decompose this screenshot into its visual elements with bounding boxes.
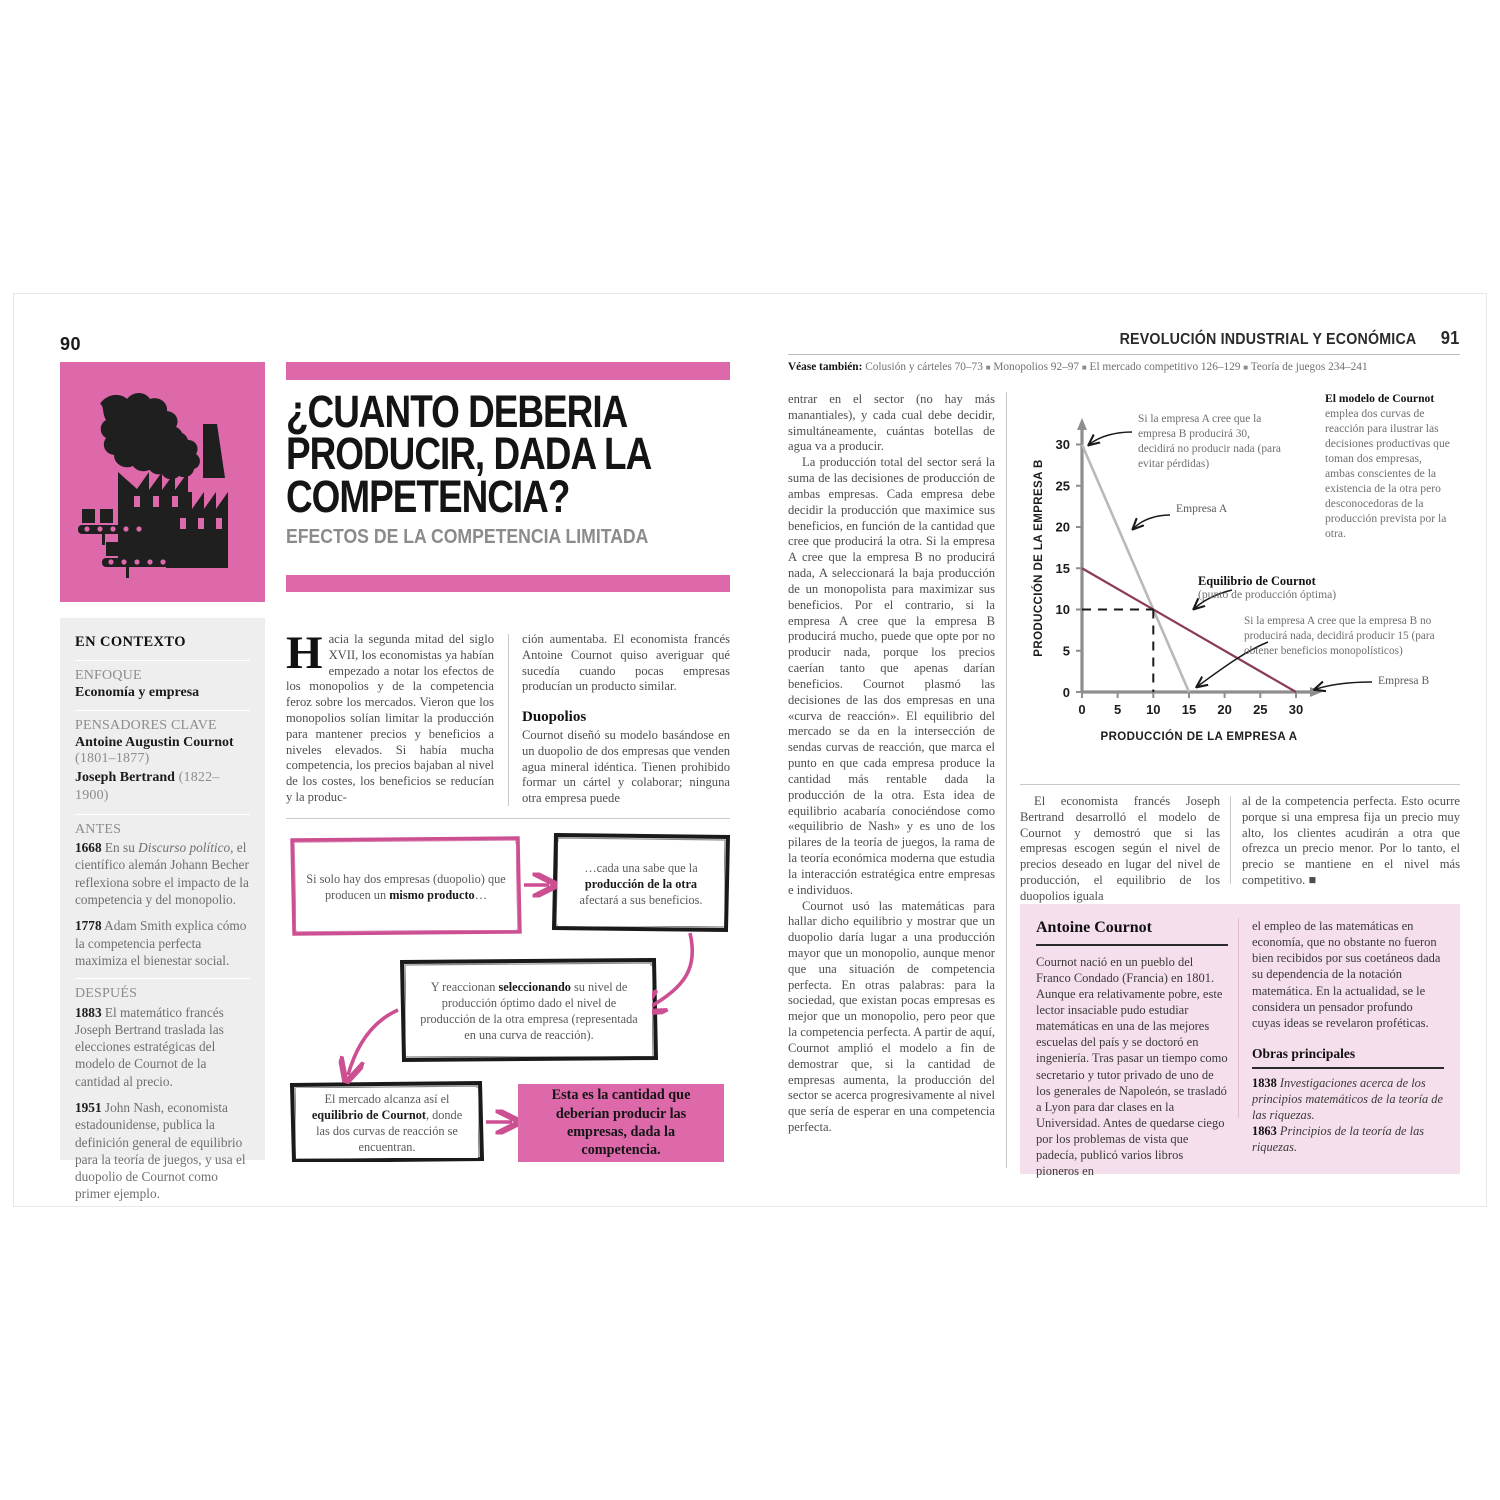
column-divider	[1230, 796, 1231, 884]
svg-text:10: 10	[1055, 602, 1070, 618]
bio-text-left: Cournot nació en un pueblo del Franco Condado (Francia) en 1801. Aunque era relativamente pobre, este lector insaciable pudo estudiar matemáticas en una de las mejores escuelas del país y se doctoró en ingeniería. Tras pasar un tiempo como secretario y tutor privado de uno de los generales de Napoleón, se trasladó a Lyon para dar clases en la Universidad. Antes de quedarse ciego por los problemas de vista que padecía, publicó varios libros pioneros en	[1036, 954, 1228, 1179]
see-also-item-2[interactable]: El mercado competitivo 126–129	[1089, 361, 1241, 373]
right-page	[774, 314, 1474, 1194]
chart-caption-rest: emplea dos curvas de reacción para ilustrar las decisiones productivas que toman dos empresas, ambas conscientes de la existencia de la otra pero desconocedoras de la producción prevista por la otra.	[1325, 406, 1450, 540]
annotation-a-bottom: Si la empresa A cree que la empresa B no producirá nada, decidirá producir 15 (para obtener beneficios monopolísticos)	[1244, 615, 1435, 657]
subhead-duopolios: Duopolios	[522, 709, 587, 726]
thinker-dates-2: (1822–1900)	[75, 769, 220, 804]
right-body-p1: entrar en el sector (no hay más manantiales), y cada cual debe decidir, simultáneamente, cuántas botellas de agua va a producir.	[788, 392, 995, 454]
column-divider	[1006, 392, 1007, 1168]
en-contexto-panel	[60, 618, 265, 1202]
flow-box-1-text-a: Si solo hay dos empresas (duopolio) que producen un	[306, 871, 506, 902]
svg-text:30: 30	[1288, 702, 1304, 717]
column-divider	[508, 634, 509, 806]
context-label-pensadores: PENSADORES CLAVE	[75, 718, 217, 734]
divider	[75, 660, 250, 661]
svg-text:0: 0	[1062, 685, 1070, 700]
bullet-square-icon: ■	[1081, 362, 1087, 372]
svg-text:PRODUCCIÓN DE LA EMPRESA B: PRODUCCIÓN DE LA EMPRESA B	[1033, 459, 1045, 657]
left-page	[46, 314, 746, 1202]
svg-text:20: 20	[1055, 519, 1070, 535]
article-title-block	[286, 362, 730, 592]
antes-italic-1: Discurso político	[138, 840, 231, 856]
lower-text-right: al de la competencia perfecta. Esto ocurre porque si una empresa fija un precio muy alto, los clientes acudirán a otra que ofrezca un precio menor. Por lo tanto, el precio se mantiene en el nivel más competitivo. ■	[1242, 794, 1460, 888]
pink-rule-bottom	[286, 575, 730, 592]
left-body-columns	[286, 627, 730, 807]
antes-text-2: Adam Smith explica cómo la competencia perfecta maximiza el bienestar social.	[75, 918, 247, 968]
see-also-line	[788, 361, 1460, 373]
running-head-text: REVOLUCIÓN INDUSTRIAL Y ECONÓMICA	[1120, 331, 1417, 348]
flow-box-2-text-a: …cada una sabe que la	[584, 860, 698, 875]
antes-text-1b: , el científico alemán Johann Becher reflexiona sobre el impacto de la competencia y del monopolio.	[75, 840, 249, 907]
work-entry-1	[1252, 1076, 1444, 1124]
antes-year-1: 1668	[75, 840, 102, 856]
despues-entry-1	[75, 1004, 250, 1090]
see-also-label: Véase también:	[788, 361, 863, 373]
folio-left: 90	[60, 334, 82, 354]
work-year-2: 1863	[1252, 1123, 1277, 1138]
lower-text-left: El economista francés Joseph Bertrand desarrolló el modelo de Cournot y demostró que si las empresas escogen según el nivel de precios deseado en lugar del nivel de producción, el equilibrio de los duopolios iguala	[1020, 794, 1220, 903]
flow-box-3-text-c: su nivel de producción óptimo dado el nivel de producción de la otra empresa (representada en una curva de reacción).	[420, 979, 638, 1043]
left-body-text-2b: Cournot diseñó su modelo basándose en un duopolio de dos empresas que venden agua mineral idéntica. Tienen prohibido formar un cártel y colaborar; ninguna otra empresa puede	[522, 728, 730, 806]
divider	[75, 710, 250, 711]
flow-box-3-emph: seleccionando	[498, 979, 571, 994]
flow-box-2-text-c: afectará a sus beneficios.	[579, 893, 703, 908]
despues-entry-2	[75, 1099, 250, 1203]
flow-box-2	[558, 842, 724, 926]
svg-text:5: 5	[1113, 702, 1122, 717]
pink-rule-top	[286, 362, 730, 380]
flow-box-4-emph: equilibrio de Cournot	[311, 1107, 426, 1122]
thinker-name-2: Joseph Bertrand	[75, 769, 175, 785]
work-title-2: Principios de la teoría de las riquezas.	[1252, 1123, 1425, 1154]
flow-box-1	[296, 844, 516, 930]
annotation-series-b: Empresa B	[1378, 674, 1430, 687]
thinker-name-1: Antoine Augustin Cournot	[75, 734, 234, 750]
despues-text-1: El matemático francés Joseph Bertrand traslada las elecciones estratégicas del modelo de Cournot de la cantidad al precio.	[75, 1004, 224, 1089]
page-subtitle: EFECTOS DE LA COMPETENCIA LIMITADA	[286, 524, 649, 548]
drop-cap: H	[286, 627, 323, 679]
flow-box-4-text-a: El mercado alcanza así el	[324, 1091, 450, 1106]
lower-rule	[1020, 784, 1460, 785]
left-body-col-2	[522, 632, 730, 807]
equilibrium-sublabel: (punto de producción óptima)	[1198, 588, 1337, 601]
svg-text:25: 25	[1055, 478, 1070, 494]
bullet-square-icon: ■	[1243, 362, 1249, 372]
header-rule	[788, 354, 1460, 355]
see-also-item-0[interactable]: Colusión y cárteles 70–73	[865, 361, 983, 373]
bio-heading-rule	[1036, 944, 1228, 946]
work-title-1: Investigaciones acerca de los principios matemáticos de la teoría de las riquezas.	[1252, 1076, 1443, 1123]
left-body-text-2a: ción aumentaba. El economista francés Antoine Cournot quiso averiguar qué sucedía cuando pocas empresas producían un producto similar.	[522, 632, 730, 694]
folio-right: 91	[1441, 328, 1460, 348]
work-entry-2	[1252, 1124, 1444, 1156]
svg-text:15: 15	[1055, 561, 1070, 576]
bio-column-right	[1252, 918, 1444, 1179]
svg-text:0: 0	[1078, 702, 1086, 717]
svg-text:PRODUCCIÓN DE LA EMPRESA A: PRODUCCIÓN DE LA EMPRESA A	[1100, 731, 1298, 743]
context-label-despues: DESPUÉS	[75, 986, 138, 1002]
see-also-item-3[interactable]: Teoría de juegos 234–241	[1250, 361, 1368, 373]
antes-entry-1	[75, 839, 250, 908]
annotation-a-top: Si la empresa A cree que la empresa B producirá 30, decidirá no producir nada (para evitar pérdidas)	[1138, 413, 1281, 471]
thinker-row-2	[75, 768, 250, 805]
flow-diagram	[286, 832, 734, 1162]
see-also-item-1[interactable]: Monopolios 92–97	[993, 361, 1080, 373]
right-body-p3: Cournot usó las matemáticas para hallar dicho equilibrio y mostrar que un duopolio daría lugar a una producción mayor que un monopolio, aunque menor que una situación de competencia perfecta. En otras palabras: para la sociedad, que existan pocas empresas es mejor que un monopolio, pero peor que la competencia perfecta. A partir de aquí, Cournot amplió el modelo a fin de demostrar que, si la cantidad de empresas aumenta, la producción del sector se acerca progresivamente al nivel que sería de esperar en una competencia perfecta.	[788, 898, 995, 1135]
running-head	[1120, 328, 1460, 349]
despues-year-1: 1883	[75, 1004, 102, 1020]
svg-text:30: 30	[1055, 437, 1070, 453]
context-title: EN CONTEXTO	[75, 634, 186, 650]
flow-box-4	[296, 1088, 478, 1158]
svg-text:10: 10	[1146, 702, 1161, 717]
works-heading: Obras principales	[1252, 1045, 1356, 1061]
antes-text-1a: En su	[101, 840, 139, 856]
antes-entry-2	[75, 917, 250, 969]
context-label-antes: ANTES	[75, 821, 122, 837]
despues-text-2: John Nash, economista estadounidense, publica la definición general de equilibrio para la teoría de juegos, y usa el duopolio de Cournot como primer ejemplo.	[75, 1100, 246, 1202]
chart-caption	[1325, 392, 1452, 542]
left-body-col-1	[286, 627, 494, 807]
flow-box-1-emph: mismo producto	[389, 888, 475, 902]
biography-panel	[1020, 904, 1460, 1179]
flow-box-2-emph: producción de la otra	[584, 876, 698, 891]
bio-text-right: el empleo de las matemáticas en economía, que no obstante no fueron bien recibidos por sus coetáneos dada su dependencia de la notación matemática. En la actualidad, se le considera un pensador profundo cuyas ideas se revelaron proféticas.	[1252, 919, 1441, 1030]
flow-box-3-text-a: Y reaccionan	[430, 979, 499, 994]
right-body-p2: La producción total del sector será la suma de las decisiones de producción de ambas empresas. Cada empresa debe decidir la producción que maximice sus beneficios, en función de la cantidad que cree que producirá la otra. Si la empresa A cree que la empresa B no producirá nada, A seleccionará la baja producción de un monopolista para maximizar sus beneficios. Por el contrario, si la empresa A cree que la empresa B producirá mucho, puede que opte por no producir nada, porque los precios caerían tanto que apenas darían beneficios. Cournot plasmó las decisiones de las dos empresas en una «curva de reacción». El equilibrio del mercado se da en la intersección de sendas curvas de reacción, que marca el punto en que cada empresa produce la cantidad más rentable dada la producción de la otra. Esta idea de equilibrio acabaría conociéndose como «equilibrio de Nash» y es uno de los pilares de la teoría de juegos, la rama de la teoría económica moderna que estudia la interacción estratégica entre empresas e individuos.	[788, 455, 995, 897]
thinker-dates-1: (1801–1877)	[75, 751, 150, 767]
bullet-square-icon: ■	[985, 362, 991, 372]
equilibrium-label: Equilibrio de Cournot	[1198, 574, 1316, 588]
despues-year-2: 1951	[75, 1100, 102, 1116]
svg-text:15: 15	[1181, 702, 1197, 717]
right-body-column	[788, 392, 995, 1136]
bio-heading: Antoine Cournot	[1036, 919, 1153, 936]
flow-box-1-text-c: …	[474, 888, 487, 902]
work-year-1: 1838	[1252, 1076, 1277, 1091]
bio-column-left	[1036, 918, 1228, 1179]
annotation-series-a: Empresa A	[1176, 502, 1228, 515]
works-heading-rule	[1252, 1067, 1444, 1069]
antes-year-2: 1778	[75, 918, 102, 934]
svg-text:5: 5	[1062, 643, 1070, 659]
chart-caption-bold: El modelo de Cournot	[1325, 392, 1435, 405]
context-value-enfoque: Economía y empresa	[75, 684, 200, 700]
factory-illustration	[60, 362, 265, 602]
left-body-text-1: acia la segunda mitad del siglo XVII, los economistas ya habían empezado a notar los efectos de los monopolios y de la competencia feroz sobre los mercados. Vieron que los monopolios solían limitar la producción para mantener precios y beneficios a niveles elevados. Si había mucha competencia, los precios bajaban al nivel de los costes, los beneficios se reducían y la produc-	[286, 632, 494, 804]
divider	[75, 978, 250, 979]
page-title: ¿CUANTO DEBERIA PRODUCIR, DADA LA COMPETENCIA?	[286, 386, 650, 522]
flow-box-4-text-c: , donde las dos curvas de reacción se encuentran.	[316, 1107, 463, 1155]
divider	[75, 814, 250, 815]
flow-box-conclusion	[518, 1084, 724, 1162]
horizontal-rule	[286, 818, 730, 819]
svg-text:25: 25	[1253, 702, 1268, 717]
context-label-enfoque: ENFOQUE	[75, 668, 142, 683]
bio-column-divider	[1238, 918, 1239, 1118]
cournot-chart	[1020, 392, 1460, 764]
svg-text:20: 20	[1217, 702, 1232, 717]
spread-canvas	[14, 294, 1486, 1206]
flow-box-conclusion-text: Esta es la cantidad que deberían producir las empresas, dada la competencia.	[551, 1087, 691, 1159]
flow-box-3	[406, 966, 652, 1056]
